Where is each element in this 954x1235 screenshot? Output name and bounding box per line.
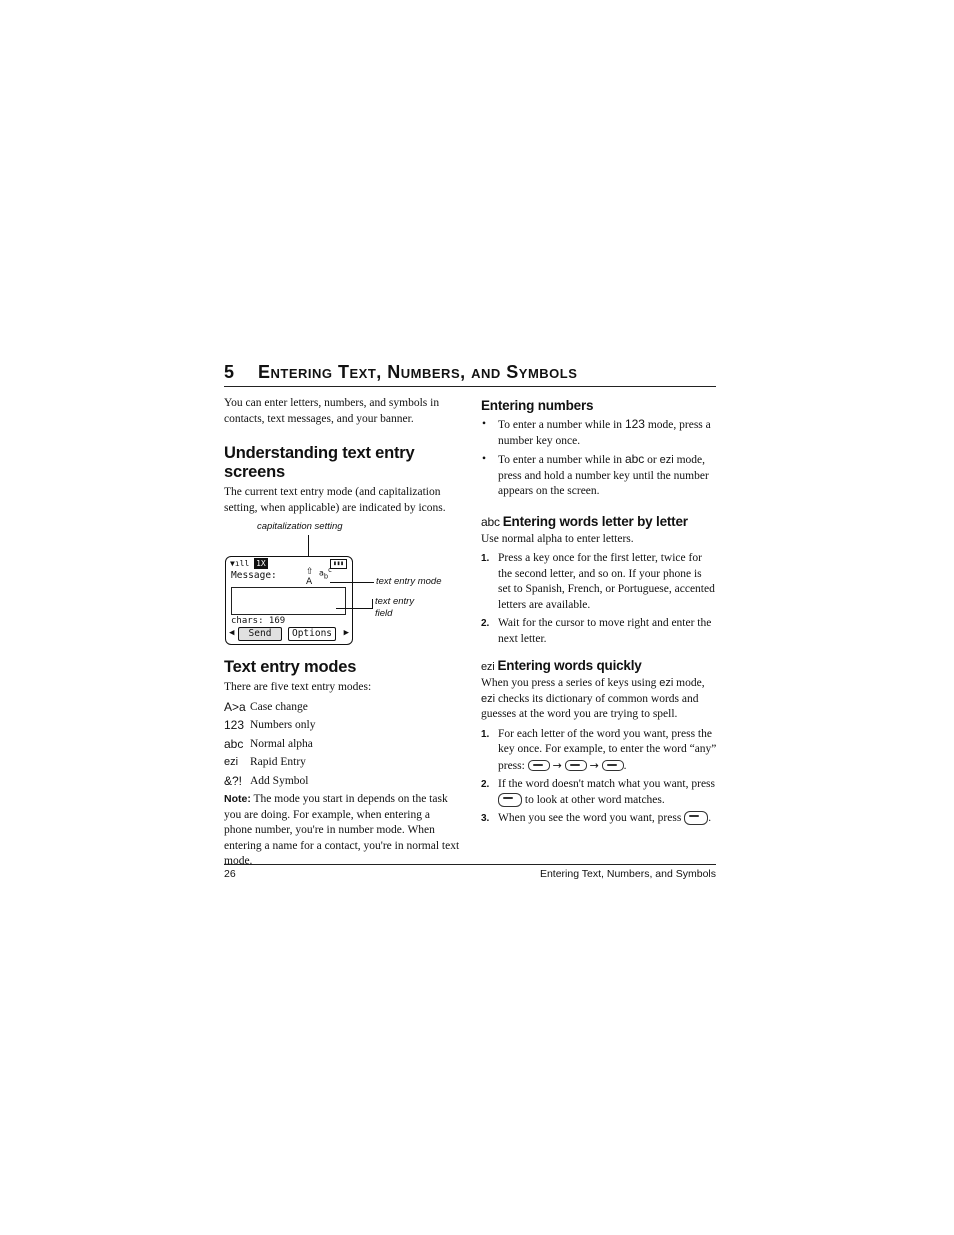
mode-label: Normal alpha xyxy=(250,737,313,750)
field-callout-line-v xyxy=(372,599,373,609)
quick-heading-text: Entering words quickly xyxy=(497,658,642,673)
step-number: 1. xyxy=(481,553,490,564)
field-callout-line-h xyxy=(336,608,372,609)
step-text: If the word doesn't match what you want, press xyxy=(498,778,716,790)
list-item xyxy=(481,551,717,613)
navigation-key-icon xyxy=(498,793,522,807)
letter-steps xyxy=(481,551,717,647)
key-6-icon xyxy=(565,760,587,771)
quick-intro-text: checks its dictionary of common words and guesses at the word you are trying to spell. xyxy=(481,692,699,720)
rapid-entry-icon: ezi xyxy=(659,677,674,689)
normal-alpha-icon: abc xyxy=(481,514,500,529)
mode-row xyxy=(224,753,460,772)
entering-numbers-heading: Entering numbers xyxy=(481,398,594,413)
step-text: For each letter of the word you want, press the key once. For example, to enter the word “any” press: xyxy=(498,727,717,772)
text-mode-icon: $a_b^c$ xyxy=(319,566,332,581)
modes-intro: There are five text entry modes: xyxy=(224,681,372,693)
note-label: Note: xyxy=(224,793,251,805)
right-arrow-icon[interactable]: ▶ xyxy=(343,628,349,638)
step-number: 1. xyxy=(481,728,490,740)
numbers-bullets xyxy=(481,417,717,500)
pound-key-icon xyxy=(684,811,708,825)
text-entry-mode-callout: text entry mode xyxy=(376,576,442,587)
chapter-title xyxy=(224,360,716,387)
modes-heading: Text entry modes xyxy=(224,658,357,676)
options-button[interactable]: Options xyxy=(288,627,336,641)
mode-callout-line xyxy=(330,582,374,583)
letter-heading xyxy=(481,514,717,529)
mode-row xyxy=(224,772,460,791)
rapid-entry-icon: ezi xyxy=(481,661,495,673)
bullet-text: or xyxy=(644,454,660,466)
phone-screen xyxy=(225,556,353,645)
1x-indicator: 1X xyxy=(256,559,266,568)
page-footer xyxy=(224,864,716,880)
list-item: • To enter a number while in abc or ezi mode, press and hold a number key until the number appears on the screen. xyxy=(482,452,709,497)
step-text: . xyxy=(708,812,712,824)
letter-intro: Use normal alpha to enter letters. xyxy=(481,532,634,545)
quick-intro xyxy=(481,676,717,723)
chapter-heading: Entering Text, Numbers, and Symbols xyxy=(258,362,578,382)
step-number: 2. xyxy=(481,779,490,790)
text-entry-field-callout-1: text entry xyxy=(375,596,415,607)
page-number: 26 xyxy=(224,868,236,880)
mode-row xyxy=(224,735,460,754)
step-text: Press a key once for the first letter, twice for the second letter, and so on. If your phone is set to Spanish, French, or Portuguese, accented letters are available. xyxy=(498,552,715,611)
arrow-icon: → xyxy=(589,758,599,772)
mode-label: Numbers only xyxy=(250,719,316,732)
message-label: Message: xyxy=(231,570,277,581)
step-number: 2. xyxy=(481,618,490,629)
quick-intro-text: When you press a series of keys using xyxy=(481,677,660,689)
bullet-text: mode, press and hold a number key until the number appears on the screen. xyxy=(498,454,709,497)
step-text: to look at other word matches. xyxy=(524,793,665,806)
list-item: • To enter a number while in 123 mode, press a number key once. xyxy=(482,417,711,447)
normal-alpha-icon: abc xyxy=(624,452,645,466)
intro-paragraph: You can enter letters, numbers, and symbols in contacts, text messages, and your banner. xyxy=(224,397,440,425)
normal-alpha-icon: abc xyxy=(224,736,244,751)
send-button[interactable]: Send xyxy=(238,627,282,641)
understanding-paragraph: The current text entry mode (and capitalization setting, when applicable) are indicated by icons. xyxy=(224,486,446,514)
mode-label: Add Symbol xyxy=(250,774,309,787)
chars-counter: chars: 169 xyxy=(231,616,286,626)
rapid-entry-icon: ezi xyxy=(481,692,496,705)
footer-title: Entering Text, Numbers, and Symbols xyxy=(539,868,716,880)
key-9-icon xyxy=(602,760,624,771)
step-text: Wait for the cursor to move right and enter the next letter. xyxy=(498,617,712,645)
case-change-icon: A>a xyxy=(224,699,246,714)
step-text: When you see the word you want, press xyxy=(498,812,682,824)
text-entry-field[interactable] xyxy=(231,587,346,615)
list-item xyxy=(481,811,717,827)
letter-heading-text: Entering words letter by letter xyxy=(502,513,688,529)
list-item xyxy=(481,777,717,808)
note-text: The mode you start in depends on the task you are doing. For example, when entering a phone number, you're in number mode. When entering a name for a contact, you're in normal text mode. xyxy=(224,793,460,867)
bullet-text: To enter a number while in xyxy=(498,419,625,431)
understanding-heading: Understanding text entry screens xyxy=(224,444,415,481)
right-column xyxy=(481,396,717,830)
step-number: 3. xyxy=(481,813,490,824)
numbers-only-icon: 123 xyxy=(224,718,245,733)
bullet-text: mode, press a number key once. xyxy=(498,419,711,447)
list-item xyxy=(481,616,717,647)
mode-row xyxy=(224,698,460,717)
quick-intro-text: mode, xyxy=(673,677,705,689)
quick-steps xyxy=(481,727,717,827)
left-column xyxy=(224,396,460,870)
signal-icon: ▼ıll 1X xyxy=(230,559,266,568)
numbers-only-icon: 123 xyxy=(624,417,645,431)
mode-label: Case change xyxy=(250,700,308,713)
key-2-icon xyxy=(528,760,550,771)
battery-icon: ▮▮▮ xyxy=(330,559,347,569)
list-item: 1. For each letter of the word you want, press the key once. For example, to enter the word “any” press: → → . xyxy=(481,727,717,772)
arrow-icon: → xyxy=(552,758,562,772)
add-symbol-icon: &?! xyxy=(224,773,243,788)
capitalization-callout: capitalization setting xyxy=(257,521,343,532)
mode-label: Rapid Entry xyxy=(250,756,306,769)
quick-heading xyxy=(481,658,717,673)
bullet-text: To enter a number while in xyxy=(498,454,625,466)
rapid-entry-icon: ezi xyxy=(224,756,239,769)
screen-illustration xyxy=(224,521,464,648)
mode-row xyxy=(224,716,460,735)
note-paragraph xyxy=(224,792,460,870)
left-arrow-icon[interactable]: ◀ xyxy=(229,628,235,638)
rapid-entry-icon: ezi xyxy=(659,454,674,466)
text-entry-field-callout-2: field xyxy=(375,608,393,619)
chapter-number: 5 xyxy=(224,362,235,382)
capitalization-icon: ⇧ A xyxy=(306,567,314,587)
